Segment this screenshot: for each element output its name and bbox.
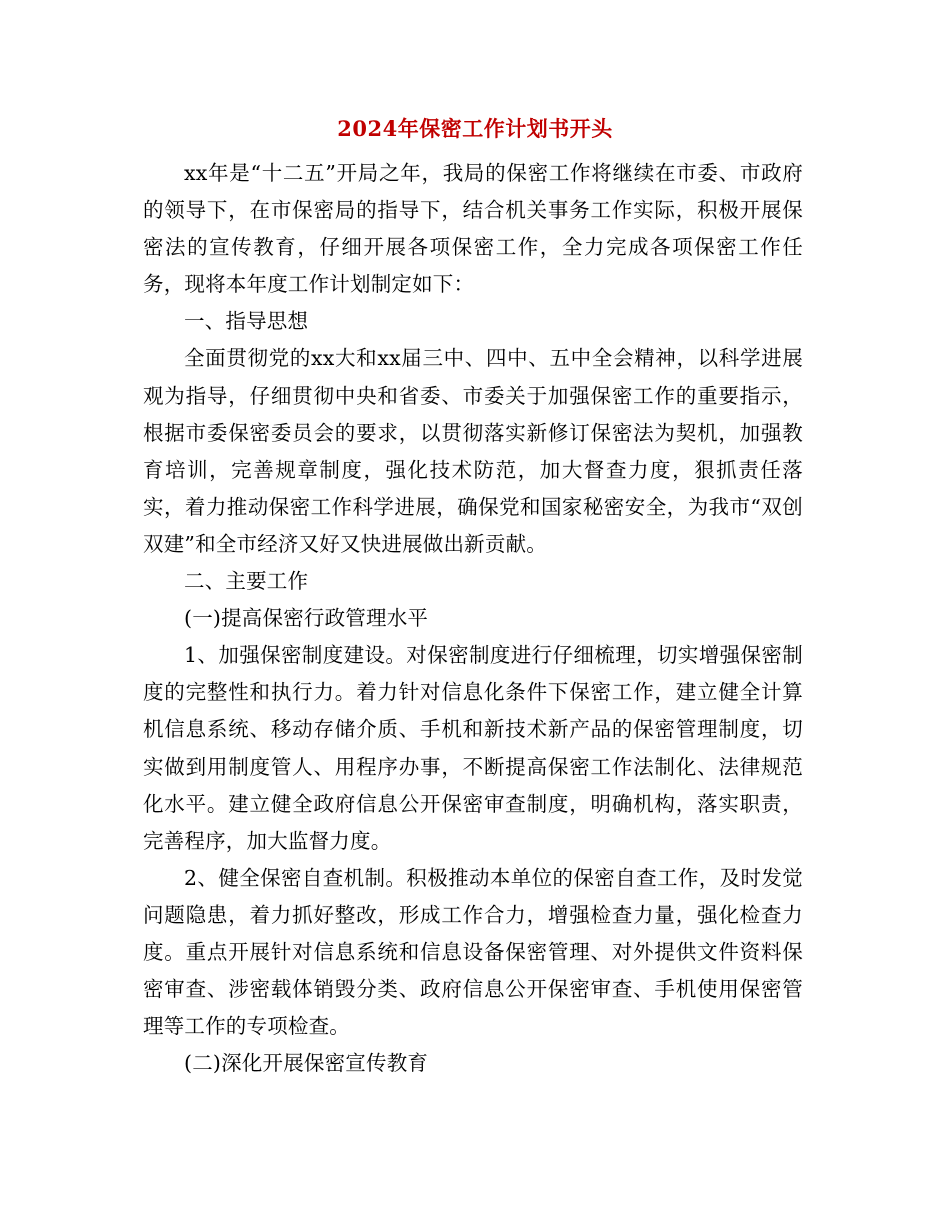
paragraph-intro: xx年是“十二五”开局之年，我局的保密工作将继续在市委、市政府的领导下，在市保密局的指导下，结合机关事务工作实际，积极开展保密法的宣传教育，仔细开展各项保密工作，全力完成各项保密工作任务，现将本年度工作计划制定如下： xyxy=(143,161,803,297)
document-body xyxy=(143,155,803,1082)
paragraph-guiding-thought: 全面贯彻党的xx大和xx届三中、四中、五中全会精神，以科学进展观为指导，仔细贯彻中央和省委、市委关于加强保密工作的重要指示，根据市委保密委员会的要求，以贯彻落实新修订保密法为契机，加强教育培训，完善规章制度，强化技术防范，加大督查力度，狠抓责任落实，着力推动保密工作科学进展，确保党和国家秘密安全，为我市“双创双建”和全市经济又好又快进展做出新贡献。 xyxy=(143,346,803,556)
paragraph-self-inspection: 2、健全保密自查机制。积极推动本单位的保密自查工作，及时发觉问题隐患，着力抓好整改，形成工作合力，增强检查力量，强化检查力度。重点开展针对信息系统和信息设备保密管理、对外提供文件资料保密审查、涉密载体销毁分类、政府信息公开保密审查、手机使用保密管理等工作的专项检查。 xyxy=(143,865,803,1039)
document-title: 2024年保密工作计划书开头 xyxy=(337,116,613,141)
subheading-admin-management: (一)提高保密行政管理水平 xyxy=(184,606,429,631)
heading-guiding-thought: 一、指导思想 xyxy=(184,309,309,334)
paragraph-system-building: 1、加强保密制度建设。对保密制度进行仔细梳理，切实增强保密制度的完整性和执行力。着力针对信息化条件下保密工作，建立健全计算机信息系统、移动存储介质、手机和新技术新产品的保密管理制度，切实做到用制度管人、用程序办事，不断提高保密工作法制化、法律规范化水平。建立健全政府信息公开保密审查制度，明确机构，落实职责，完善程序，加大监督力度。 xyxy=(143,643,803,853)
subheading-publicity-education: (二)深化开展保密宣传教育 xyxy=(184,1051,429,1076)
heading-main-work: 二、主要工作 xyxy=(184,569,309,594)
